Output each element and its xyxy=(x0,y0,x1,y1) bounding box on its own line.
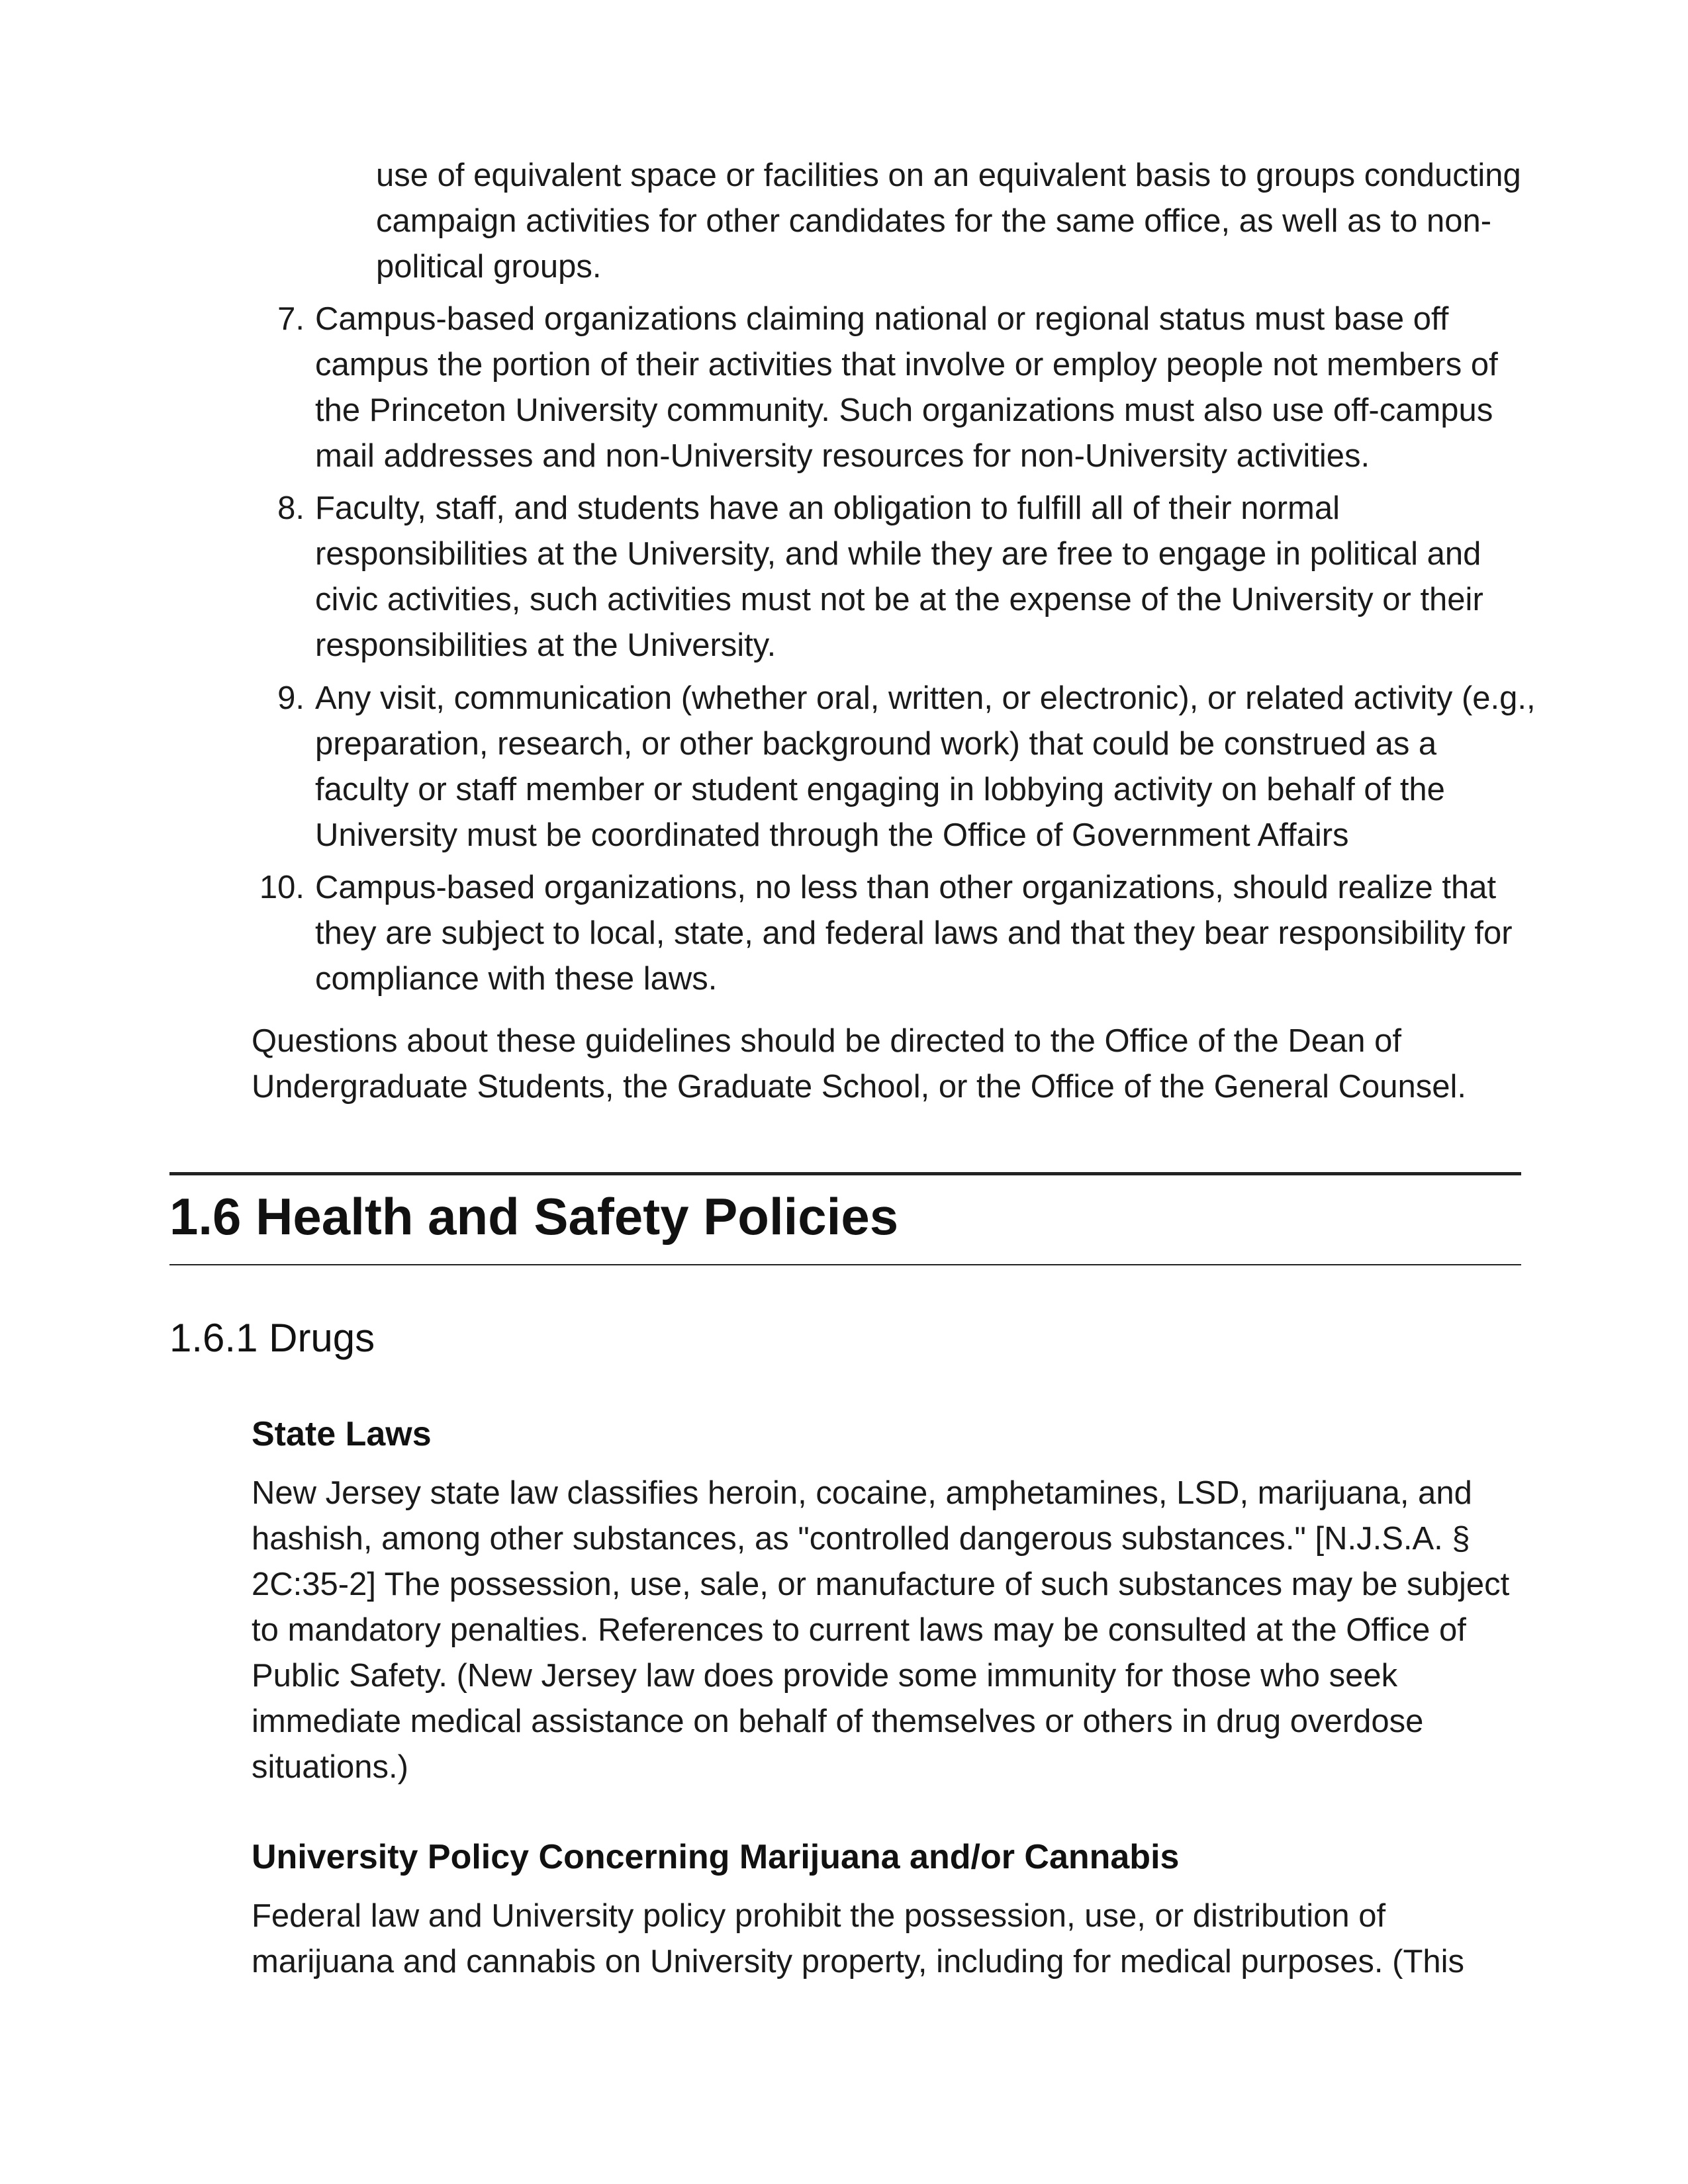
marijuana-policy-paragraph: Federal law and University policy prohibit the possession, use, or distribution of marijuana and cannabis on University property, including for medical purposes. (This xyxy=(252,1898,1465,1979)
list-item-7 xyxy=(252,296,1536,479)
list-item-text: Campus-based organizations claiming national or regional status must base off campus the portion of their activities that involve or employ people not members of the Princeton University community. Such organizations must also use off-campus mail addresses and non-University resources for non-University activities. xyxy=(315,301,1498,474)
subsection-heading: 1.6.1 Drugs xyxy=(169,1316,375,1360)
marijuana-policy-heading: University Policy Concerning Marijuana and/or Cannabis xyxy=(252,1838,1180,1876)
questions-paragraph: Questions about these guidelines should be directed to the Office of the Dean of Undergraduate Students, the Graduate School, or the Office of the General Counsel. xyxy=(252,1023,1467,1105)
section-top-rule xyxy=(169,1172,1521,1175)
state-laws-heading: State Laws xyxy=(252,1415,432,1453)
list-item-10 xyxy=(252,865,1536,1002)
list-number: 7. xyxy=(277,301,305,337)
list-item-continuation: use of equivalent space or facilities on an equivalent basis to groups conducting campaign activities for other candidates for the same office, as well as to non-political groups. xyxy=(376,158,1521,285)
section-bottom-rule xyxy=(169,1264,1521,1265)
state-laws-paragraph: New Jersey state law classifies heroin, cocaine, amphetamines, LSD, marijuana, and hashish, among other substances, as "controlled dangerous substances." [N.J.S.A. § 2C:35-2] The possession, use, sale, or manufacture of such substances may be subject to mandatory penalties. References to current laws may be consulted at the Office of Public Safety. (New Jersey law does provide some immunity for those who seek immediate medical assistance on behalf of themselves or others in drug overdose situations.) xyxy=(252,1475,1510,1785)
list-item-text: Any visit, communication (whether oral, written, or electronic), or related activity (e.g., preparation, research, or other background work) that could be construed as a faculty or staff member or student engaging in lobbying activity on behalf of the University must be coordinated through the Office of Government Affairs xyxy=(315,680,1536,853)
section-heading: 1.6 Health and Safety Policies xyxy=(169,1187,899,1246)
list-number: 9. xyxy=(277,680,305,716)
list-item-text: Faculty, staff, and students have an obligation to fulfill all of their normal responsibilities at the University, and while they are free to engage in political and civic activities, such activities must not be at the expense of the University or their responsibilities at the University. xyxy=(315,490,1483,663)
list-item-8 xyxy=(252,486,1536,668)
list-number: 8. xyxy=(277,490,305,526)
list-number: 10. xyxy=(259,870,305,905)
list-item-9 xyxy=(252,676,1536,858)
list-item-text: Campus-based organizations, no less than other organizations, should realize that they are subject to local, state, and federal laws and that they bear responsibility for compliance with these laws. xyxy=(315,870,1513,997)
